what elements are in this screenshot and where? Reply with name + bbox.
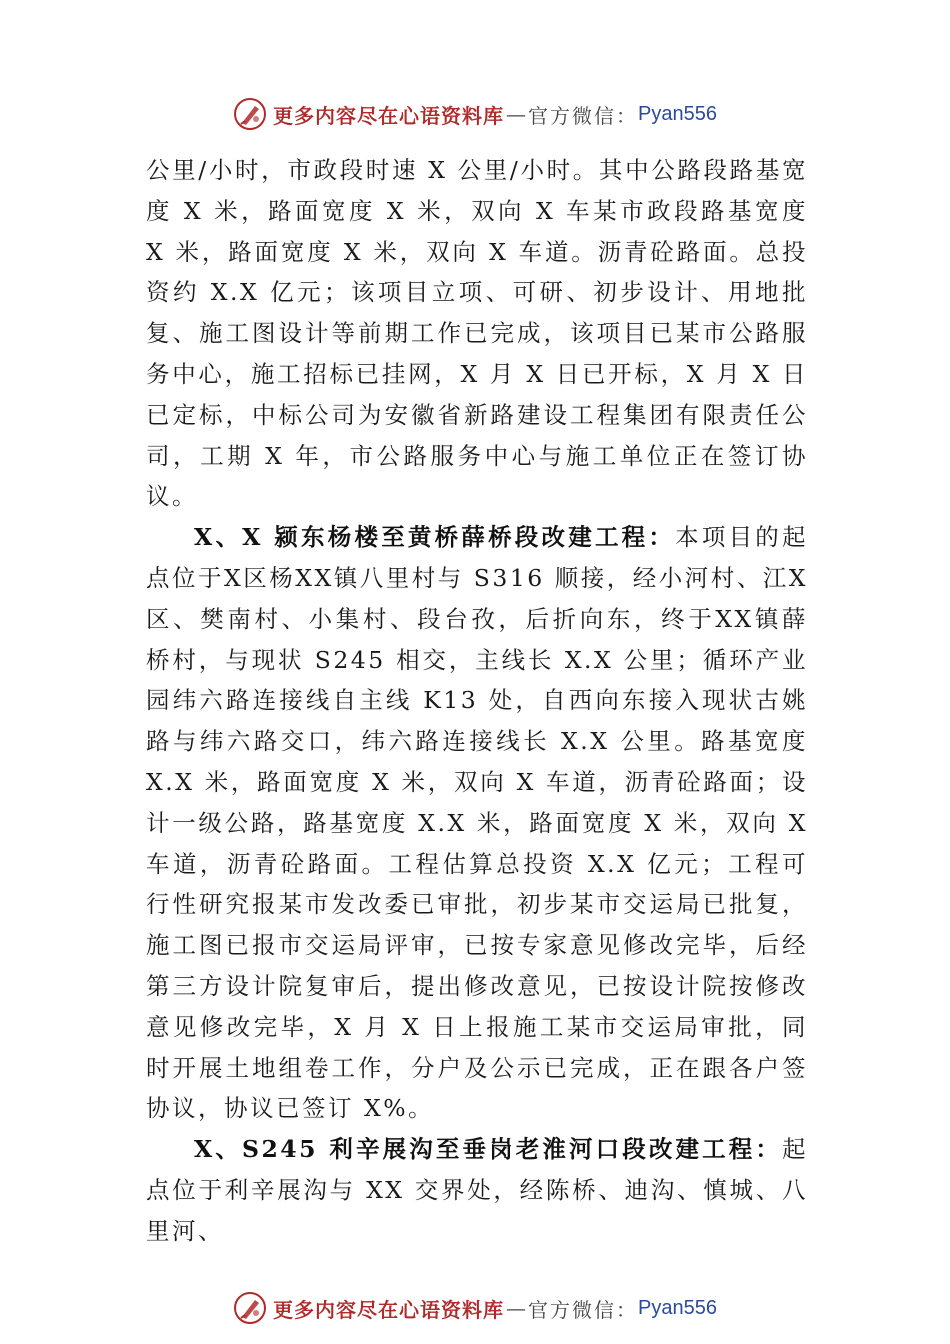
quill-pen-logo-icon xyxy=(233,97,267,131)
paragraph-3-text: 起点位于利辛展沟与 XX 交界处，经陈桥、迪沟、慎城、八里河、 xyxy=(146,1135,808,1245)
paragraph-2-heading: X、X 颍东杨楼至黄桥薛桥段改建工程： xyxy=(194,523,676,552)
paragraph-3-heading: X、S245 利辛展沟至垂岗老淮河口段改建工程： xyxy=(194,1135,782,1164)
paragraph-2-text: 本项目的起点位于X区杨XX镇八里村与 S316 顺接，经小河村、江X区、樊南村、小集村、段台孜，后折向东，终于XX镇薛桥村，与现状 S245 相交，主线长 X.X 公里；循环产业园纬六路连接线自主线 K13 处，自西向东接入现状古姚路与纬六路交口，纬六路连接线长 X.X 公里。路基宽度 X.X 米，路面宽度 X 米，双向 X 车道，沥青砼路面；设计一级公路，路基宽度 X.X 米，路面宽度 X 米，双向 X 车道，沥青砼路面。工程估算总投资 X.X 亿元；工程可行性研究报某市发改委已审批，初步某市交运局已批复，施工图已报市交运局评审，已按专家意见修改完毕，后经第三方设计院复审后，提出修改意见，已按设计院按修改意见修改完毕，X 月 X 日上报施工某市交运局审批，同时开展土地组卷工作，分户及公示已完成，正在跟各户签协议，协议已签订 X%。 xyxy=(146,523,809,1123)
header-banner xyxy=(0,94,950,134)
footer-banner-wechat-id: Pyan556 xyxy=(638,1296,717,1319)
footer-banner xyxy=(0,1288,950,1328)
footer-banner-separator: — xyxy=(506,1296,527,1320)
paragraph-1 xyxy=(146,150,808,517)
quill-pen-logo-icon xyxy=(233,1291,267,1325)
footer-banner-title: 更多内容尽在心语资料库 xyxy=(273,1297,505,1322)
paragraph-1-text: 公里/小时，市政段时速 X 公里/小时。其中公路段路基宽度 X 米，路面宽度 X 米，双向 X 车某市政段路基宽度 X 米，路面宽度 X 米，双向 X 车道。沥青砼路面。总投资约 X.X 亿元；该项目立项、可研、初步设计、用地批复、施工图设计等前期工作已完成，该项目已某市公路服务中心，施工招标已挂网，X 月 X 日已开标，X 月 X 日已定标，中标公司为安徽省新路建设工程集团有限责任公司，工期 X 年，市公路服务中心与施工单位正在签订协议。 xyxy=(146,156,808,511)
banner-separator: — xyxy=(506,102,527,126)
paragraph-3 xyxy=(146,1129,808,1251)
banner-title: 更多内容尽在心语资料库 xyxy=(273,103,505,128)
footer-banner-wechat-label: 官方微信： xyxy=(528,1297,639,1322)
banner-wechat-label: 官方微信： xyxy=(528,103,639,128)
document-body xyxy=(146,150,808,1252)
banner-wechat-id: Pyan556 xyxy=(638,102,717,125)
paragraph-2 xyxy=(146,517,808,1129)
